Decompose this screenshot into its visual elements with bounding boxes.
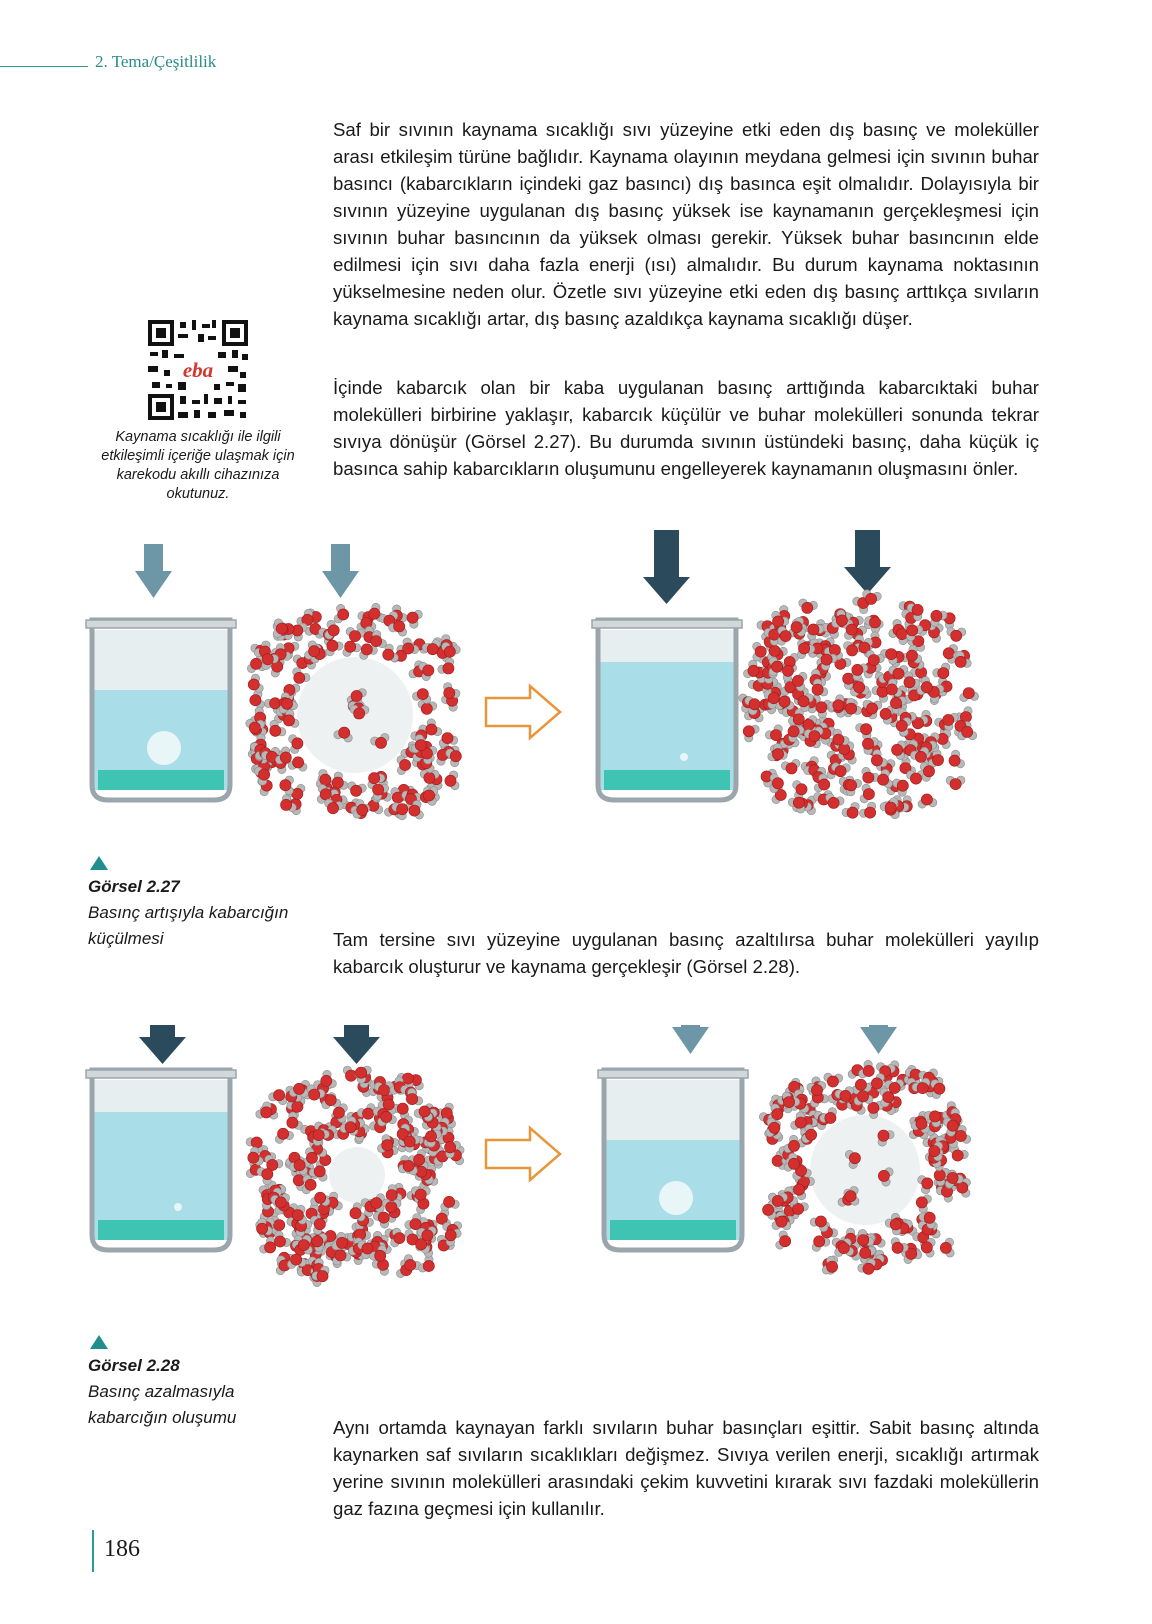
- figure-label: Görsel 2.28: [88, 1356, 180, 1375]
- arrow-down-icon: [672, 1025, 709, 1054]
- figure-description: Basınç azalmasıyla kabarcığın oluşumu: [88, 1382, 237, 1427]
- molecule-cluster: [246, 603, 462, 820]
- triangle-icon: [90, 1335, 108, 1349]
- figure-2-27: [80, 530, 1070, 860]
- molecule-cluster: [246, 1066, 464, 1287]
- arrow-down-icon: [139, 1025, 186, 1064]
- figure-label: Görsel 2.27: [88, 877, 180, 896]
- figure-caption-2-27: [88, 856, 318, 952]
- arrow-down-icon: [135, 544, 172, 598]
- qr-caption: Kaynama sıcaklığı ile ilgili etkileşimli içeriğe ulaşmak için karekodu akıllı cihazınıza okutunuz.: [101, 429, 295, 502]
- qr-code[interactable]: [148, 320, 248, 420]
- arrow-down-icon: [333, 1025, 380, 1064]
- arrow-down-icon: [322, 544, 359, 598]
- molecule-cluster: [759, 1060, 970, 1274]
- section-title: 2. Tema/Çeşitlilik: [95, 52, 217, 71]
- arrow-down-icon: [643, 530, 690, 604]
- process-arrow-icon: [486, 1128, 560, 1180]
- beaker: [86, 620, 236, 800]
- paragraph-pressure-decrease: Tam tersine sıvı yüzeyine uygulanan basınç azaltılırsa buhar molekülleri yayılıp kabarcık oluşturur ve kaynama gerçekleşir (Görsel 2.28).: [333, 929, 1039, 977]
- figure-description: Basınç artışıyla kabarcığın küçülmesi: [88, 903, 289, 948]
- page-number: 186: [104, 1536, 140, 1562]
- beaker: [592, 620, 742, 800]
- process-arrow-icon: [486, 686, 560, 738]
- triangle-icon: [90, 856, 108, 870]
- paragraph-boiling-pressure: Saf bir sıvının kaynama sıcaklığı sıvı yüzeyine etki eden dış basınç ve moleküller arası etkileşim türüne bağlıdır. Kaynama olayının meydana gelmesi için sıvının buhar basıncı (kabarcıkların içindeki gaz basıncı) dış basınca eşit olmalıdır. Dolayısıyla bir sıvının yüzeyine uygulanan dış basınç yüksek ise kaynamanın gerçekleşmesi için sıvının buhar basıncının da yüksek olması gerekir. Yüksek buhar basıncının elde edilmesi için sıvı daha fazla enerji (ısı) almalıdır. Bu durum kaynama noktasının yükselmesine neden olur. Özetle sıvı yüzeyine etki eden dış basınç arttıkça sıvıların kaynama sıcaklığı artar, dış basınç azaldıkça kaynama sıcaklığı düşer.: [333, 119, 1039, 329]
- arrow-down-icon: [844, 530, 891, 594]
- paragraph-bubble-shrink: İçinde kabarcık olan bir kaba uygulanan basınç arttığında kabarcıktaki buhar molekülleri birbirine yaklaşır, kabarcık küçülür ve buhar molekülleri sonunda tekrar sıvıya dönüşür (Görsel 2.27). Bu durumda sıvının üstündeki basınç, daha küçük iç basınca sahip kabarcıkların oluşumunu engelleyerek kaynamanın oluşmasını önler.: [333, 377, 1039, 479]
- figure-caption-2-28: [88, 1335, 318, 1431]
- paragraph-boiling-constant: Aynı ortamda kaynayan farklı sıvıların buhar basınçları eşittir. Sabit basınç altında kaynarken saf sıvıların sıcaklıkları değişmez. Sıvıya verilen enerji, sıcaklığı artırmak yerine sıvının molekülleri arasındaki çekim kuvvetini kırarak sıvı fazdaki moleküllerin gaz fazına geçmesi için kullanılır.: [333, 1417, 1039, 1519]
- qr-logo-text: eba: [182, 358, 214, 382]
- header-rule: [0, 66, 88, 67]
- beaker: [86, 1070, 236, 1250]
- figure-2-28: [80, 1025, 1070, 1345]
- page-number-rule: [92, 1530, 94, 1572]
- molecule-cluster: [739, 590, 979, 819]
- arrow-down-icon: [860, 1025, 897, 1054]
- beaker: [598, 1070, 748, 1250]
